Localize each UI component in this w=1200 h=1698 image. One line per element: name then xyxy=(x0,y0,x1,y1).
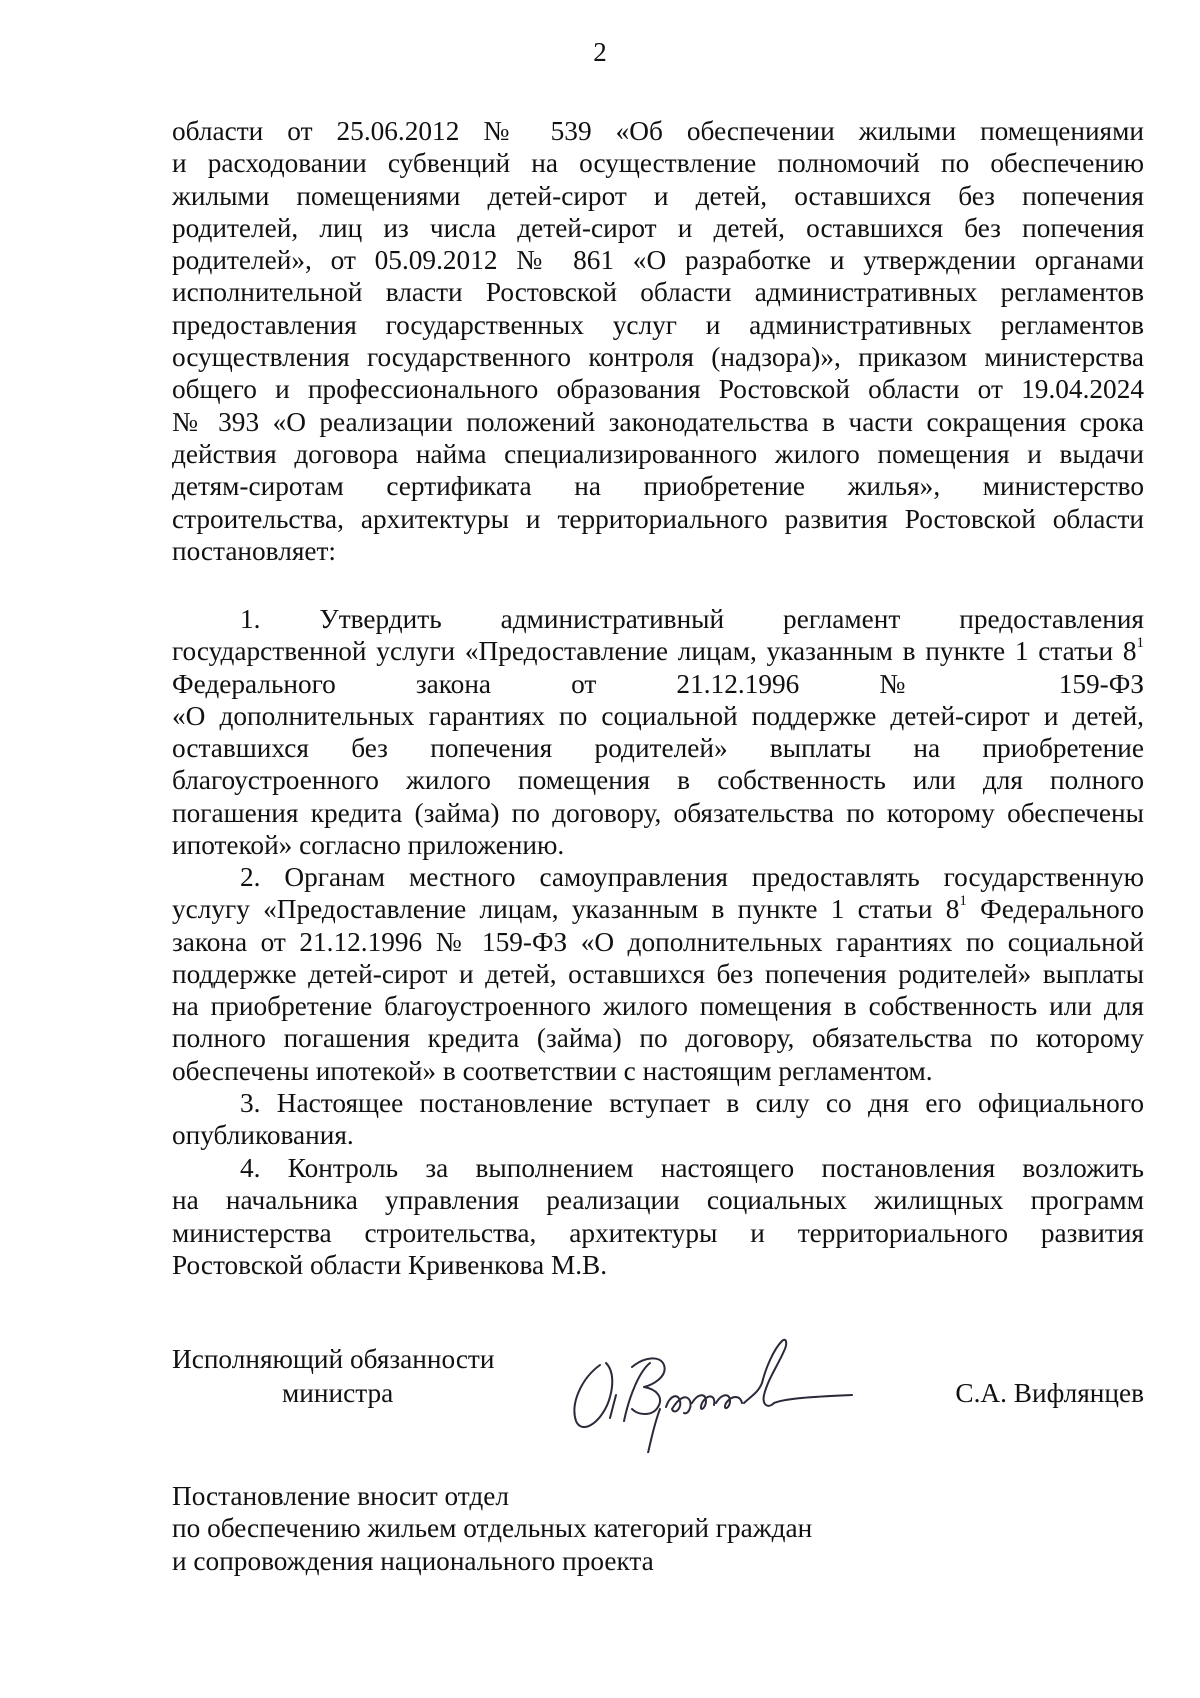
text-line: закона от 21.12.1996 № 159-ФЗ «О дополнительных гарантиях по социальной xyxy=(172,926,1144,957)
text-line: на начальника управления реализации социальных жилищных программ xyxy=(172,1185,1144,1216)
signature-block xyxy=(172,1343,1144,1453)
text-line: 4. Контроль за выполнением настоящего постановления возложить xyxy=(240,1153,1144,1183)
text-line: предоставления государственных услуг и административных регламентов xyxy=(172,309,1144,340)
text-line: жилыми помещениями детей-сирот и детей, оставшихся без попечения xyxy=(172,180,1144,211)
page-number: 2 xyxy=(593,37,607,67)
text-line: 2. Органам местного самоуправления предоставлять государственную xyxy=(240,862,1144,892)
text-line: полного погашения кредита (займа) по договору, обязательства по которому xyxy=(172,1023,1144,1054)
superscript: 1 xyxy=(959,893,967,910)
footer-line: по обеспечению жильем отдельных категорий граждан xyxy=(172,1513,813,1544)
text-line: области от 25.06.2012 № 539 «Об обеспечении жилыми помещениями xyxy=(172,116,1144,146)
signer-role-line-2: министра xyxy=(282,1378,394,1408)
text-line: действия договора найма специализированного жилого помещения и выдачи xyxy=(172,438,1144,469)
text-fragment: государственной услуги «Предоставление лицам, указанным в пункте 1 статьи 8 xyxy=(172,636,1137,667)
text-line: Федерального закона от 21.12.1996 № 159-ФЗ xyxy=(172,668,1144,699)
footer-line: Постановление вносит отдел xyxy=(172,1481,509,1511)
text-line: постановляет: xyxy=(172,535,337,566)
intro-paragraph xyxy=(172,115,1144,567)
item-2-paragraph xyxy=(172,861,1144,1087)
text-line: на приобретение благоустроенного жилого помещения в собственность или для xyxy=(172,991,1144,1022)
signer-name: С.А. Вифлянцев xyxy=(955,1378,1144,1408)
text-line: родителей», от 05.09.2012 № 861 «О разработке и утверждении органами xyxy=(172,245,1144,276)
text-line: 1. Утвердить административный регламент предоставления xyxy=(240,604,1144,634)
text-line xyxy=(172,893,1144,925)
text-line: ипотекой» согласно приложению. xyxy=(172,830,565,861)
text-line xyxy=(172,635,1144,667)
footer-line: и сопровождения национального проекта xyxy=(172,1545,654,1576)
text-line: строительства, архитектуры и территориального развития Ростовской области xyxy=(172,503,1144,534)
text-line: Ростовской области Кривенкова М.В. xyxy=(172,1249,608,1280)
text-line: № 393 «О реализации положений законодательства в части сокращения срока xyxy=(172,406,1144,437)
text-line: погашения кредита (займа) по договору, обязательства по которому обеспечены xyxy=(172,797,1144,828)
text-line: благоустроенного жилого помещения в собственность или для полного xyxy=(172,765,1144,796)
handwritten-signature-icon xyxy=(552,1323,872,1453)
text-line: «О дополнительных гарантиях по социальной поддержке детей-сирот и детей, xyxy=(172,700,1144,731)
text-line: и расходовании субвенций на осуществление полномочий по обеспечению xyxy=(172,148,1144,179)
text-line: исполнительной власти Ростовской области административных регламентов xyxy=(172,277,1144,308)
text-line: оставшихся без попечения родителей» выплаты на приобретение xyxy=(172,733,1144,764)
text-line: детям-сиротам сертификата на приобретение жилья», министерство xyxy=(172,471,1144,502)
text-line: родителей, лиц из числа детей-сирот и детей, оставшихся без попечения xyxy=(172,212,1144,243)
signer-role-line-1: Исполняющий обязанности xyxy=(172,1344,495,1374)
superscript: 1 xyxy=(1136,635,1144,652)
text-fragment: услугу «Предоставление лицам, указанным в пункте 1 статьи 8 xyxy=(172,894,960,925)
text-line: осуществления государственного контроля (надзора)», приказом министерства xyxy=(172,342,1144,373)
footer-note xyxy=(172,1480,1144,1577)
text-fragment: Федерального xyxy=(966,894,1144,925)
text-line: 3. Настоящее постановление вступает в силу со дня его официального xyxy=(240,1088,1144,1118)
text-line: общего и профессионального образования Ростовской области от 19.04.2024 xyxy=(172,374,1144,405)
text-line: обеспечены ипотекой» в соответствии с настоящим регламентом. xyxy=(172,1055,933,1086)
item-4-paragraph xyxy=(172,1152,1144,1281)
text-line: поддержке детей-сирот и детей, оставшихся без попечения родителей» выплаты xyxy=(172,958,1144,989)
item-3-paragraph xyxy=(172,1087,1144,1152)
text-line: министерства строительства, архитектуры и территориального развития xyxy=(172,1217,1144,1248)
item-1-paragraph xyxy=(172,603,1144,861)
text-line: опубликования. xyxy=(172,1120,354,1151)
